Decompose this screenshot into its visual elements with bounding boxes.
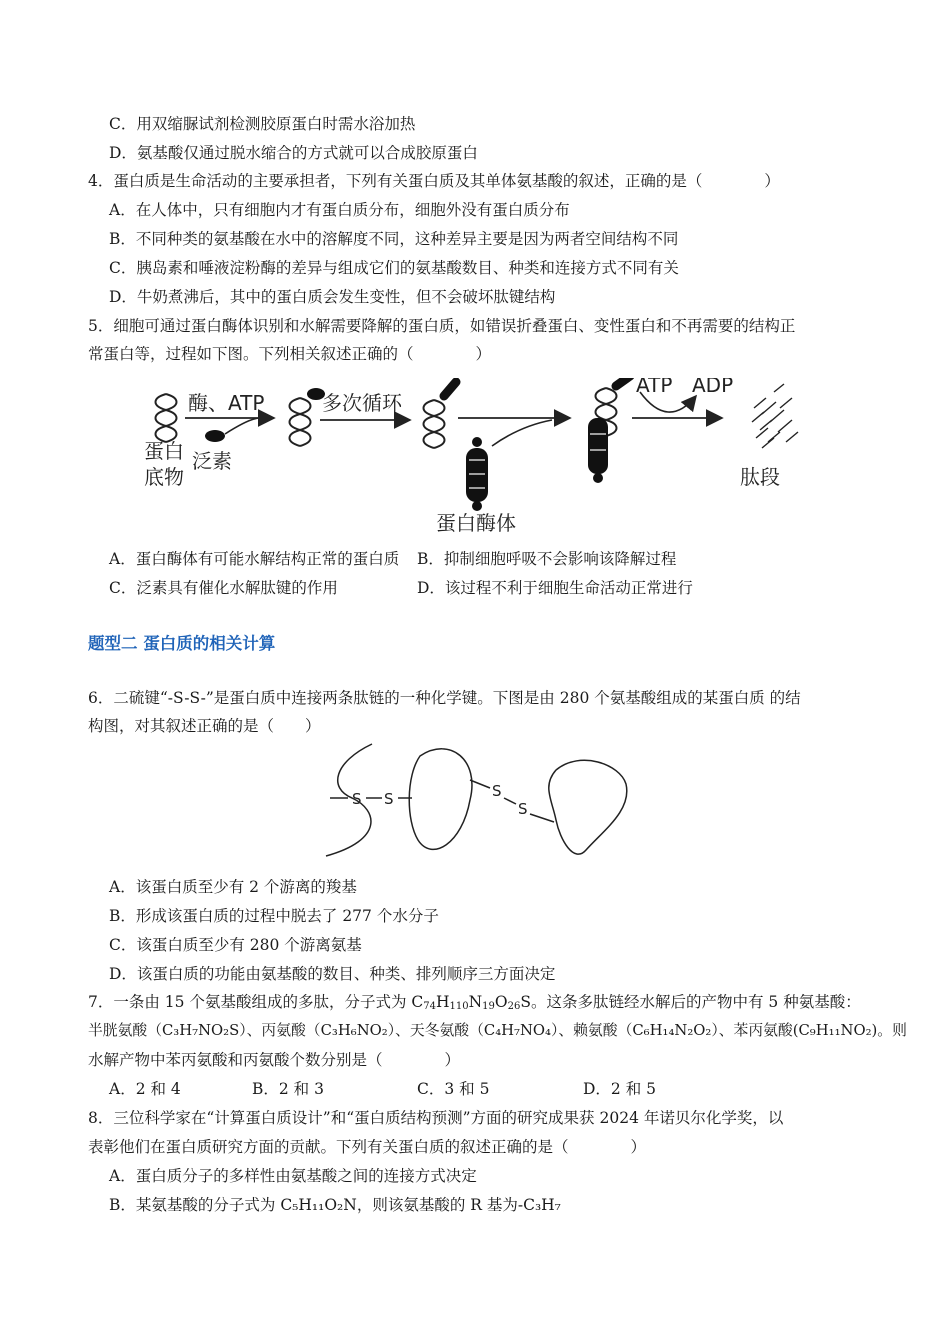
section-heading: 题型二 蛋白质的相关计算: [88, 634, 276, 653]
q7-stem-a: 7．一条由 15 个氨基酸组成的多肽，分子式为: [88, 993, 412, 1011]
q8-stem-line1: 8．三位科学家在“计算蛋白质设计”和“蛋白质结构预测”方面的研究成果获 2024 年诺贝尔化学奖，以: [88, 1109, 784, 1127]
q6-option-b: B．形成该蛋白质的过程中脱去了 277 个水分子: [109, 907, 439, 925]
q7-option-b: B．2 和 3: [252, 1080, 324, 1098]
proteasome-join-curve: [492, 420, 552, 446]
polyubiquitin-chain: [444, 382, 456, 396]
disulfide-protein-figure: [320, 740, 640, 865]
complex-polyubiquitin: [616, 378, 630, 386]
bond-line-3: [470, 780, 490, 788]
label-atp: ATP: [636, 378, 673, 397]
peptide-loop-middle: [409, 749, 472, 850]
q5-stem-line2: 常蛋白等，过程如下图。下列相关叙述正确的（ ）: [88, 345, 492, 363]
sulfur-atom-3: S: [492, 782, 502, 800]
q4-option-d: D．牛奶煮沸后，其中的蛋白质会发生变性，但不会破坏肽键结构: [109, 288, 556, 306]
q8-option-a: A．蛋白质分子的多样性由氨基酸之间的连接方式决定: [109, 1167, 477, 1185]
complex-proteasome: [588, 418, 608, 483]
q4-option-a: A．在人体中，只有细胞内才有蛋白质分布，细胞外没有蛋白质分布: [109, 201, 570, 219]
sulfur-atom-2: S: [384, 790, 394, 808]
q7-stem-line2: 半胱氨酸（C₃H₇NO₂S）、丙氨酸（C₃H₆NO₂）、天冬氨酸（C₄H₇NO₄）、赖氨酸（C₆H₁₄N₂O₂）、苯丙氨酸(C₉H₁₁NO₂)。则: [88, 1022, 907, 1039]
q7-option-d: D．2 和 5: [583, 1080, 657, 1098]
protein-substrate-helix: [156, 394, 177, 442]
peptide-fragments: [752, 384, 798, 448]
q4-stem: 4．蛋白质是生命活动的主要承担者，下列有关蛋白质及其单体氨基酸的叙述，正确的是（ ）: [88, 172, 780, 190]
q6-stem-line2: 构图，对其叙述正确的是（ ）: [88, 717, 321, 735]
ubiquitin-blob: [205, 430, 225, 442]
q5-stem-line1: 5．细胞可通过蛋白酶体识别和水解需要降解的蛋白质，如错误折叠蛋白、变性蛋白和不再需要的结构正: [88, 317, 796, 335]
label-peptides: 肽段: [740, 465, 780, 489]
q7-stem-line1: [88, 991, 861, 1018]
q6-stem-line1: 6．二硫键“-S-S-”是蛋白质中连接两条肽链的一种化学键。下图是由 280 个氨基酸组成的某蛋白质 的结: [88, 689, 801, 707]
q7-option-a: A．2 和 4: [109, 1080, 181, 1098]
tagged-protein-helix: [290, 398, 311, 446]
q5-option-c: C．泛素具有催化水解肽键的作用: [109, 579, 338, 597]
label-adp: ADP: [692, 378, 734, 397]
q8-stem-line2: 表彰他们在蛋白质研究方面的贡献。下列有关蛋白质的叙述正确的是（ ）: [88, 1138, 647, 1156]
q5-option-b: B．抑制细胞呼吸不会影响该降解过程: [417, 550, 677, 568]
q6-option-a: A．该蛋白质至少有 2 个游离的羧基: [109, 878, 357, 896]
label-ubiquitin: 泛素: [192, 449, 232, 473]
q7-option-c: C．3 和 5: [417, 1080, 490, 1098]
bond-line-4: [530, 814, 554, 822]
q6-option-c: C．该蛋白质至少有 280 个游离氨基: [109, 936, 362, 954]
q7-stem-b: 。这条多肽链经水解后的产物中有 5 种氨基酸：: [530, 993, 861, 1011]
polyubiquitinated-protein-helix: [424, 400, 445, 448]
sulfur-atom-1: S: [352, 790, 362, 808]
q3-option-c: C．用双缩脲试剂检测胶原蛋白时需水浴加热: [109, 115, 416, 133]
disulfide-bond-2: [504, 798, 516, 804]
q6-option-d: D．该蛋白质的功能由氨基酸的数目、种类、排列顺序三方面决定: [109, 965, 556, 983]
label-proteasome: 蛋白酶体: [436, 511, 516, 535]
q5-option-a: A．蛋白酶体有可能水解结构正常的蛋白质: [109, 550, 400, 568]
q4-option-b: B．不同种类的氨基酸在水中的溶解度不同，这种差异主要是因为两者空间结构不同: [109, 230, 679, 248]
ubiquitin-arrow-curve: [225, 418, 260, 434]
sulfur-atom-4: S: [518, 800, 528, 818]
peptide-loop-right: [549, 760, 627, 854]
proteasome-degradation-figure: [140, 378, 830, 540]
q4-option-c: C．胰岛素和唾液淀粉酶的差异与组成它们的氨基酸数目、种类和连接方式不同有关: [109, 259, 679, 277]
peptide-chain-left: [326, 744, 372, 856]
q5-option-d: D．该过程不利于细胞生命活动正常进行: [417, 579, 693, 597]
q3-option-d: D．氨基酸仅通过脱水缩合的方式就可以合成胶原蛋白: [109, 144, 478, 162]
label-multiple-cycles: 多次循环: [322, 391, 402, 415]
proteasome: [466, 437, 488, 511]
label-enzyme-atp: 酶、ATP: [188, 391, 265, 415]
q7-stem-line3: 水解产物中苯丙氨酸和丙氨酸个数分别是（ ）: [88, 1051, 461, 1069]
label-substrate-2: 底物: [144, 465, 184, 489]
q7-formula: $C_{74}H_{110}N_{19}O_{26}S$: [411, 993, 531, 1012]
q8-option-b: B．某氨基酸的分子式为 C₅H₁₁O₂N，则该氨基酸的 R 基为-C₃H₇: [109, 1196, 561, 1214]
label-substrate-1: 蛋白: [144, 439, 184, 463]
